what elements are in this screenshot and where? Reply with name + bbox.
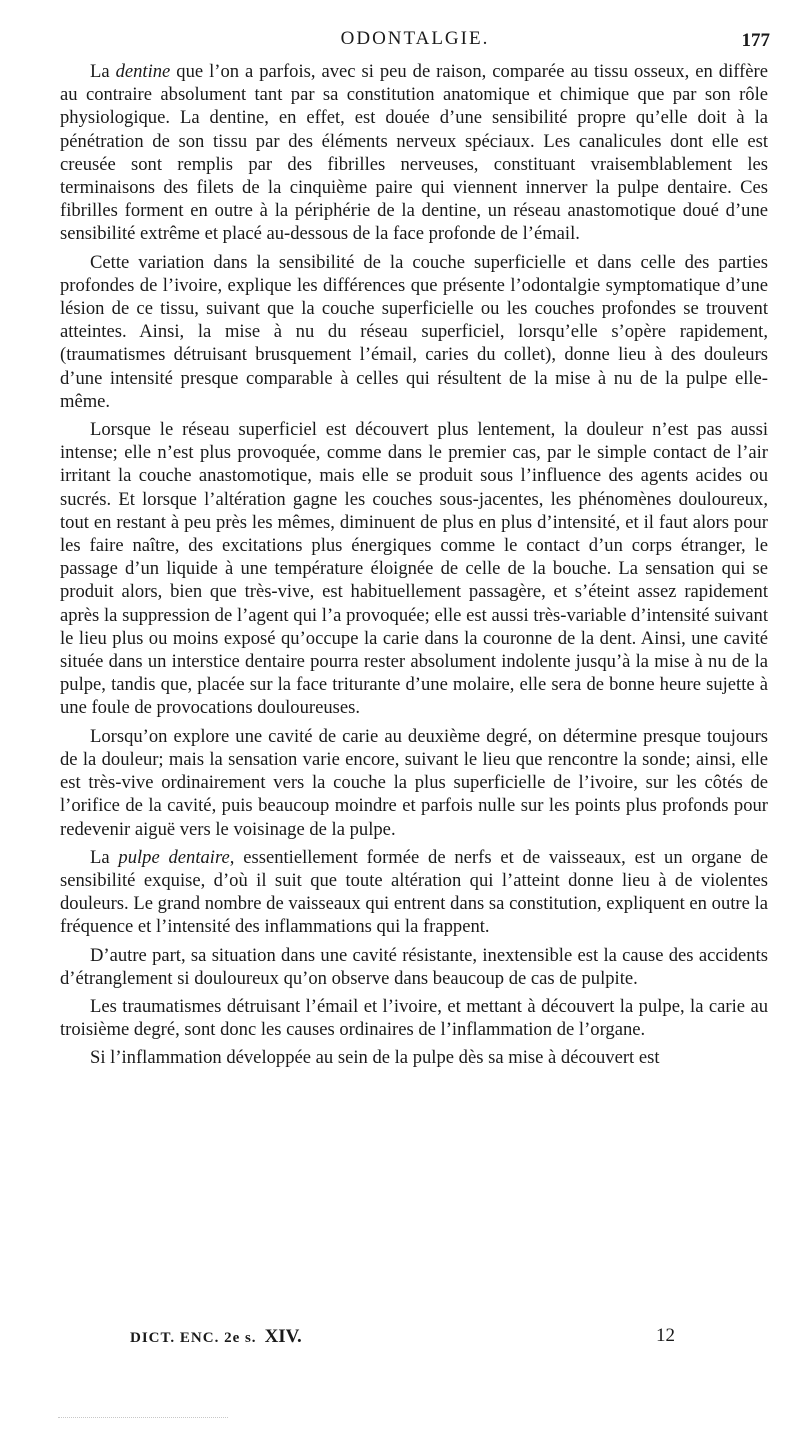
signature-mark: DICT. ENC. 2e s. XIV.	[130, 1326, 302, 1347]
paragraph: La pulpe dentaire, essentiellement formée de nerfs et de vaisseaux, est un organe de sensibilité exquise, d’où il suit que toute altération qui l’atteint donne lieu à de violentes douleurs. Le grand nombre de vaisseaux qui entrent dans sa constitution, expliquent en outre la fréquence et l’intensité des inflammations qui la frappent.	[60, 846, 769, 938]
paragraph: D’autre part, sa situation dans une cavité résistante, inextensible est la cause des accidents d’étranglement si douloureux qu’on observe dans beaucoup de cas de pulpite.	[60, 944, 768, 989]
paragraph: Cette variation dans la sensibilité de la couche superficielle et dans celle des parties profondes de l’ivoire, explique les différences que présente l’odontalgie symptomatique d’une lésion de ce tissu, suivant que la couche superficielle ou les couches profondes se trouvent atteintes. Ainsi, la mise à nu du réseau superficiel, lorsqu’elle s’opère rapidement, (traumatismes détruisant brusquement l’émail, caries du collet), donne lieu à des douleurs d’une intensité presque comparable à celles qui résultent de la mise à nu de la pulpe elle-même.	[60, 251, 768, 412]
paragraph: La dentine que l’on a parfois, avec si peu de raison, comparée au tissu osseux, en diffère au contraire absolument tant par sa constitution anatomique et chimique que par son rôle physiologique. La dentine, en effet, est douée d’une sensibilité propre qu’elle doit à la pénétration de son tissu par des éléments nerveux spéciaux. Les canalicules dont elle est creusée sont remplis par des fibrilles nerveuses, constituant vraisemblablement les terminaisons des filets de la cinquième paire qui viennent innerver la pulpe dentaire. Ces fibrilles forment en outre à la périphérie de la dentine, un réseau anastomotique doué d’une sensibilité extrême et placé au-dessous de la face profonde de l’émail.	[60, 61, 768, 245]
paragraph: Lorsqu’on explore une cavité de carie au deuxième degré, on détermine presque toujours de la douleur; mais la sensation varie encore, suivant le lieu que rencontre la sonde; ainsi, elle est très-vive ordinairement vers la couche la plus superficielle de l’ivoire, sur les côtés de l’orifice de la cavité, puis beaucoup moindre et parfois nulle sur les points plus profonds pour redevenir aiguë vers le voisinage de la pulpe.	[60, 725, 768, 840]
emphasis: dentine	[115, 61, 171, 82]
page-header	[60, 28, 770, 54]
folio-number: 12	[656, 1325, 675, 1346]
bottom-dotted-rule	[58, 1417, 228, 1418]
paragraph: Lorsque le réseau superficiel est découvert plus lentement, la douleur n’est pas aussi intense; elle n’est plus provoquée, comme dans le premier cas, par le simple contact de l’air irritant la couche anastomotique, mais elle se produit sous l’influence des agents acides ou sucrés. Et lorsque l’altération gagne les couches sous-jacentes, les phénomènes douloureux, tout en restant à peu près les mêmes, diminuent de plus en plus d’intensité, et il faut alors pour les faire naître, des excitations plus énergiques comme le contact d’un corps étranger, le passage d’un liquide à une température éloignée de celle de la bouche. La sensation qui se produit alors, bien que très-vive, est habituellement passagère, et s’éteint assez rapidement après la suppression de l’agent qui l’a provoquée; elle est aussi très-variable d’intensité suivant le lieu plus ou moins exposé qu’occupe la carie dans la couronne de la dent. Ainsi, une cavité située dans un interstice dentaire pourra rester absolument indolente jusqu’à la mise à nu de la pulpe, tandis que, placée sur la face triturante d’une molaire, elle sera de bonne heure sujette à une foule de provocations douloureuses.	[60, 419, 768, 719]
running-head: ODONTALGIE.	[340, 28, 490, 49]
page-number: 177	[741, 30, 770, 51]
body-text	[60, 60, 768, 1075]
page-footer	[60, 1322, 768, 1348]
paragraph: Si l’inflammation développée au sein de la pulpe dès sa mise à découvert est	[90, 1047, 660, 1069]
paragraph: Les traumatismes détruisant l’émail et l’ivoire, et mettant à découvert la pulpe, la carie au troisième degré, sont donc les causes ordinaires de l’inflammation de l’organe.	[60, 995, 768, 1041]
emphasis: pulpe dentaire	[118, 846, 230, 868]
